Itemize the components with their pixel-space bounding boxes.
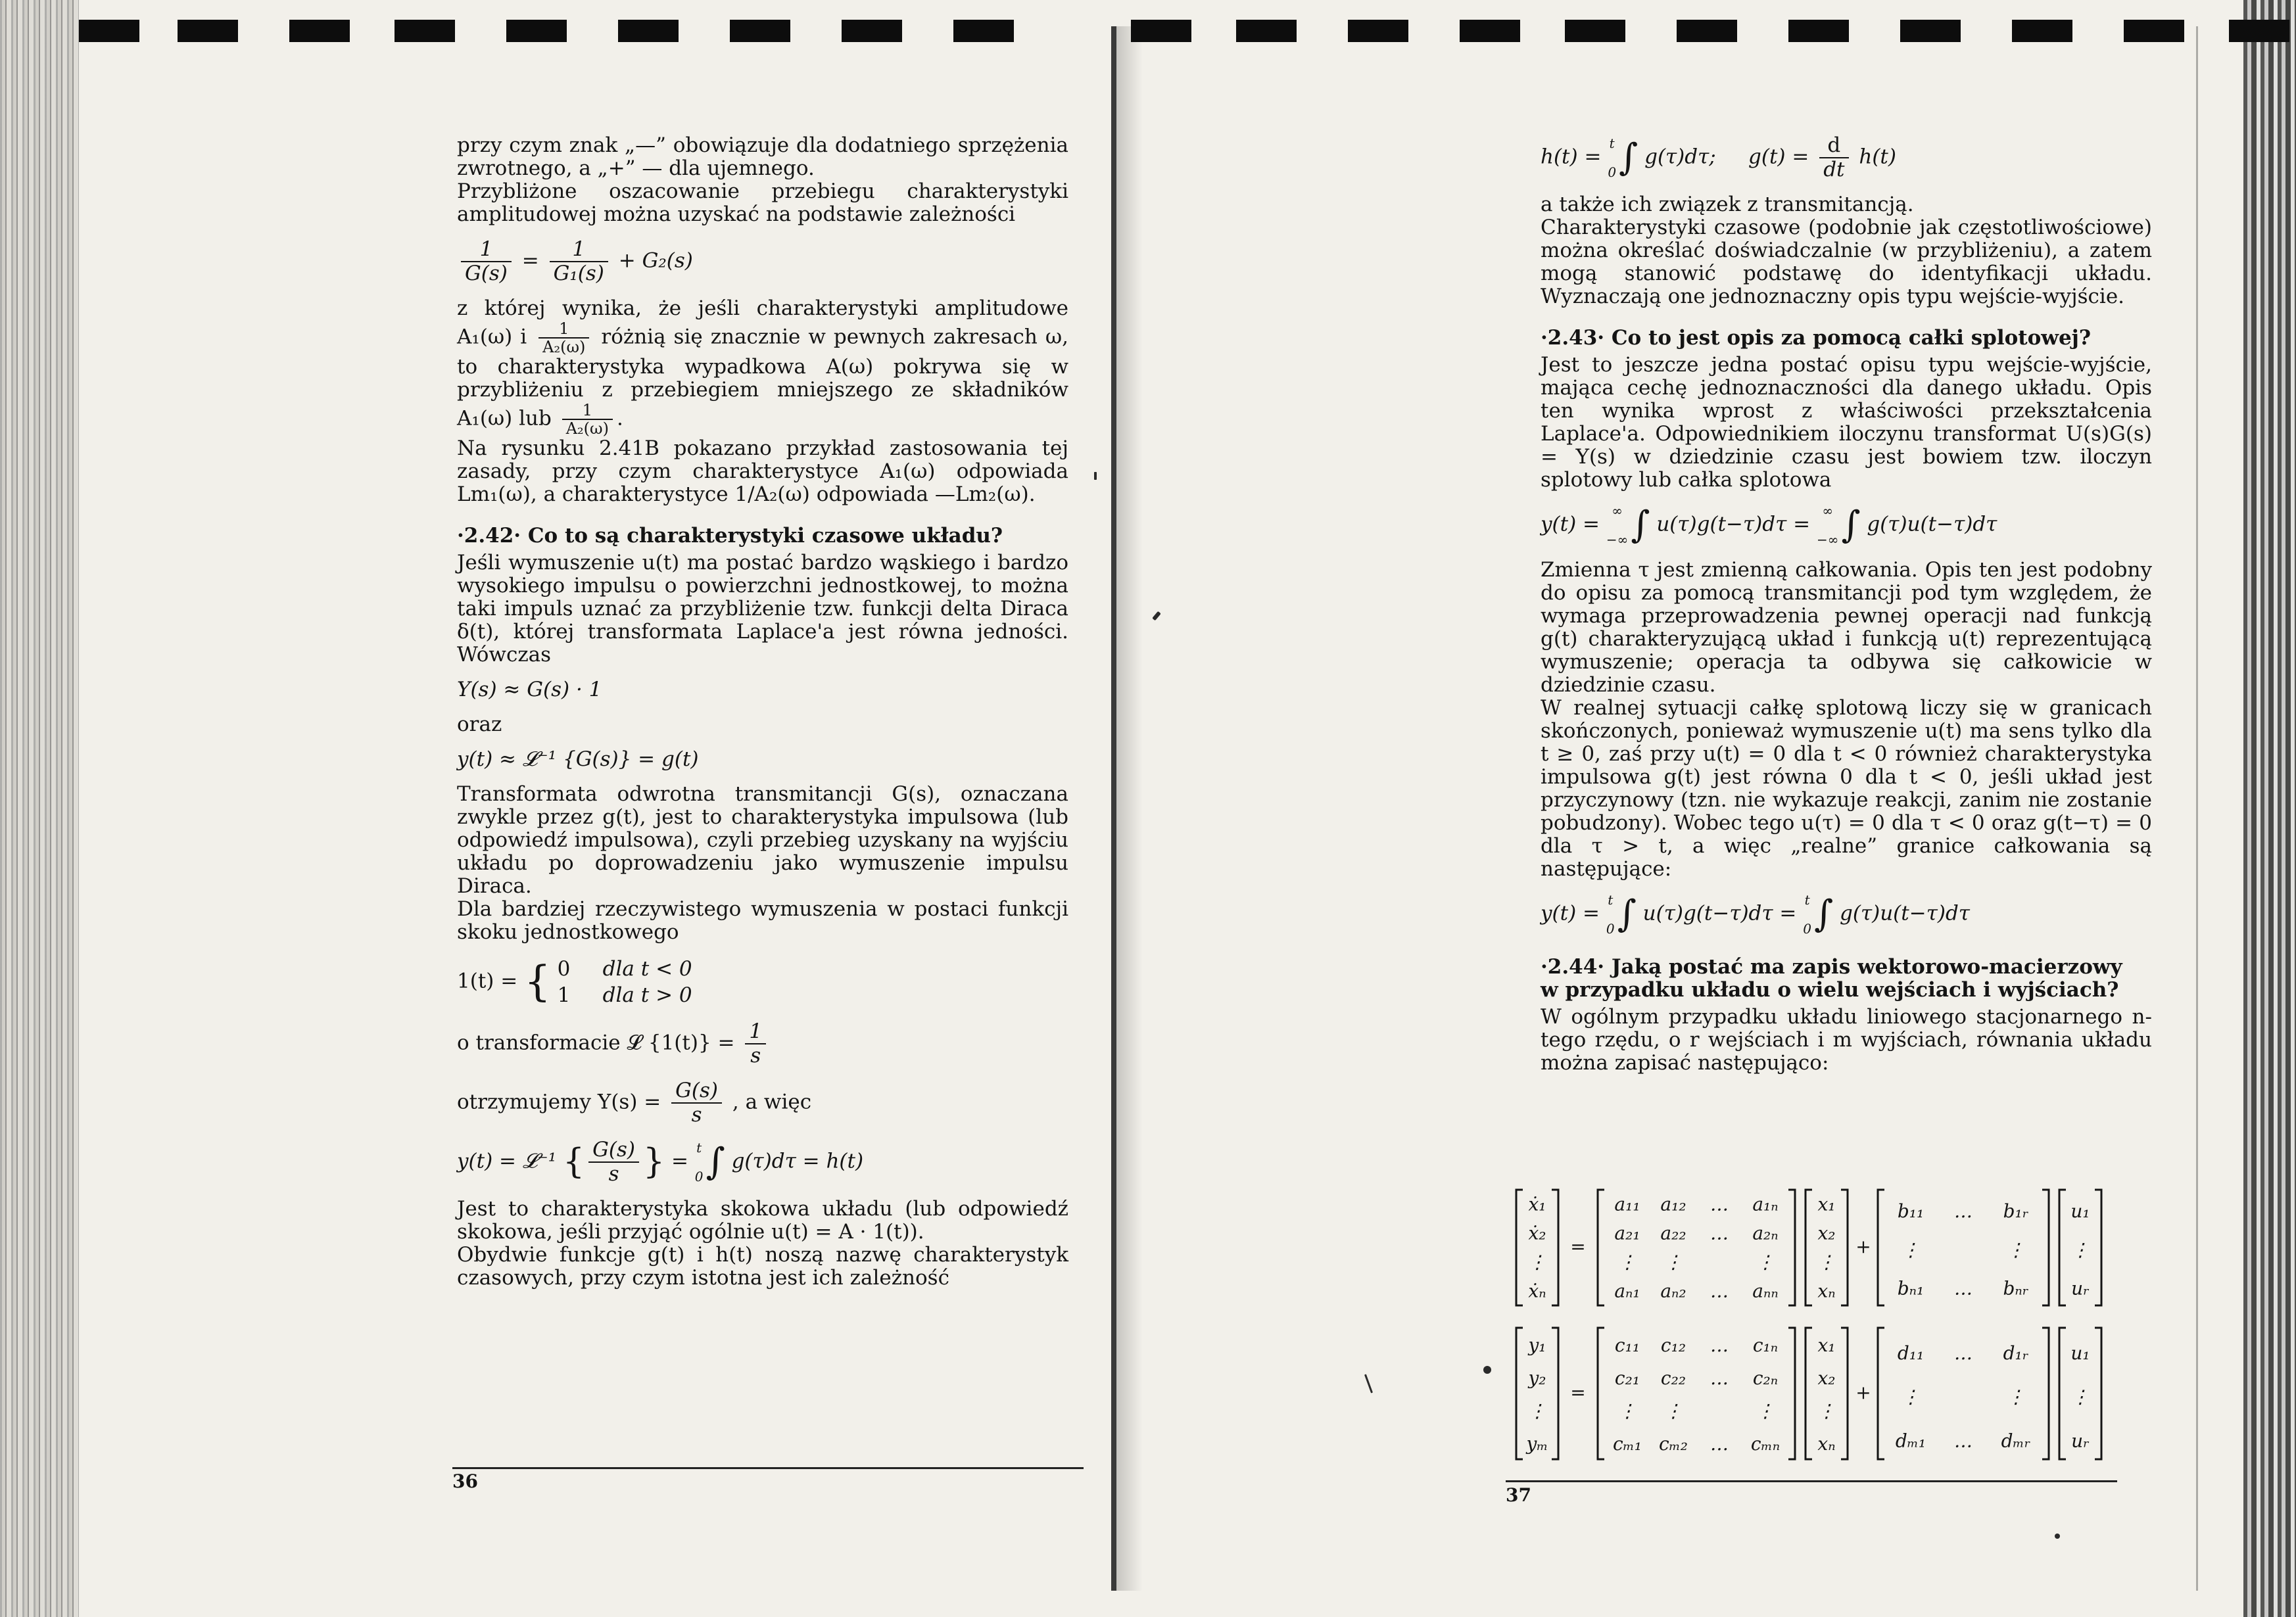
matrix-entry: ⋮: [1618, 1400, 1637, 1422]
matrix-bracket: [1788, 1190, 1795, 1305]
matrix-bracket: [2095, 1328, 2101, 1459]
paragraph: Zmienna τ jest zmienną całkowania. Opis ten jest podobny do opisu za pomocą transmitancji pod tym względem, że wymaga przeprowadzenia pewnej operacji nad funkcją g(t) charakteryzującą układ i funkcją u(t) reprezentującą wymuszenie; operacja ta odbywa się całkowicie w dziedzinie czasu.: [1541, 558, 2152, 697]
matrix-entry: aₙ₂: [1660, 1280, 1686, 1302]
matrix-entry: dₘᵣ: [2001, 1430, 2031, 1452]
matrix-entry: c₁ₙ: [1752, 1334, 1779, 1356]
equation-convolution-infinite: y(t) = ∞ −∞∫ u(τ)g(t−τ)dτ = ∞ −∞∫ g(τ)u(t−τ)dτ: [1541, 503, 1997, 548]
input-vector-entry: uᵣ: [2071, 1277, 2090, 1300]
plus-sign: +: [1855, 1382, 1871, 1403]
matrix-entry: aₙ₁: [1614, 1280, 1640, 1302]
matrix-entry: …: [1710, 1334, 1729, 1356]
matrix-entry: c₂ₙ: [1752, 1367, 1779, 1389]
matrix-entry: b₁ᵣ: [2003, 1200, 2029, 1223]
output-equation-svg: [1510, 1321, 2154, 1472]
scan-speck: [1094, 472, 1097, 480]
lhs-vector-entry: y₂: [1528, 1367, 1546, 1389]
perforation-mark: [2229, 20, 2289, 42]
footer-rule: [1506, 1480, 2117, 1482]
section-question-2-43: ·2.43· Co to jest opis za pomocą całki splotowej?: [1541, 326, 2092, 350]
scan-edge-right: [2243, 0, 2296, 1617]
equation-step-transform: o transformacie 𝓛 {1(t)} = $\frac{1}{s}$: [457, 1020, 1068, 1067]
page-number: 36: [452, 1470, 478, 1492]
section-question-2-42: ·2.42· Co to są charakterystyki czasowe układu?: [457, 524, 1003, 548]
input-vector-entry: uᵣ: [2071, 1430, 2090, 1452]
equation-step-response-transform: otrzymujemy Y(s) = $\frac{G(s)}{s}$ , a więc: [457, 1079, 812, 1127]
equation-convolution-finite: y(t) = t 0∫ u(τ)g(t−τ)dτ = t 0∫ g(τ)u(t−τ)dτ: [1541, 892, 1970, 937]
paragraph: Transformata odwrotna transmitancji G(s), oznaczana zwykle przez g(t), jest to charakterystyka impulsowa (lub odpowiedź impulsowa), czyli przebieg uzyskany na wyjściu układu po doprowadzeniu jako wymuszenie impulsu Diraca.: [457, 782, 1068, 898]
paragraph: Dla bardziej rzeczywistego wymuszenia w postaci funkcji skoku jednostkowego: [457, 897, 1068, 944]
lhs-vector-entry: ẋ₂: [1528, 1222, 1546, 1244]
matrix-entry: d₁₁: [1897, 1342, 1925, 1364]
state-vector-entry: x₂: [1817, 1222, 1836, 1244]
paragraph: z której wynika, że jeśli charakterystyki amplitudowe A₁(ω) i $\frac{1}{\text{A₂(ω)}}$ różnią się znacznie w pewnych zakresach ω, to charakterystyka wypadkowa A(ω) pokrywa się w przybliżeniu z przebiegiem mniejszego ze składników A₁(ω) lub $\frac{1}{\text{A₂(ω)}}$ .: [457, 296, 1068, 438]
matrix-bracket: [2059, 1190, 2066, 1305]
state-vector-entry: x₂: [1817, 1367, 1836, 1389]
matrix-entry: bₙ₁: [1897, 1277, 1925, 1300]
matrix-bracket: [1552, 1190, 1558, 1305]
equation-inverse-laplace: y(t) ≈ 𝓛⁻¹ {G(s)} = g(t): [457, 747, 699, 771]
matrix-entry: ⋮: [1901, 1386, 1920, 1408]
paragraph: Jeśli wymuszenie u(t) ma postać bardzo wąskiego i bardzo wysokiego impulsu o powierzchni jednostkowej, to można taki impuls uznać za przybliżenie tzw. funkcji delta Diraca δ(t), której transformata Laplace'a jest równa jedności. Wówczas: [457, 551, 1068, 667]
matrix-bracket: [1516, 1190, 1523, 1305]
matrix-bracket: [2095, 1190, 2101, 1305]
matrix-entry: a₂ₙ: [1752, 1222, 1779, 1244]
matrix-entry: ⋮: [1618, 1251, 1637, 1273]
input-vector-entry: ⋮: [2071, 1386, 2090, 1408]
state-vector-entry: ⋮: [1817, 1400, 1836, 1422]
matrix-bracket: [1878, 1328, 1884, 1459]
matrix-entry: …: [1710, 1367, 1729, 1389]
matrix-entry: a₁₁: [1614, 1193, 1640, 1215]
paragraph: Na rysunku 2.41B pokazano przykład zastosowania tej zasady, przy czym charakterystyce A₁(ω) odpowiada Lm₁(ω), a charakterystyce 1/A₂(ω) odpowiada —Lm₂(ω).: [457, 436, 1068, 506]
matrix-entry: aₙₙ: [1752, 1280, 1779, 1302]
matrix-entry: ⋮: [2007, 1386, 2025, 1408]
page-number: 37: [1506, 1484, 1531, 1506]
conjunction: oraz: [457, 713, 502, 736]
left-text-column: [457, 134, 1068, 1290]
state-vector-entry: ⋮: [1817, 1251, 1836, 1273]
right-text-column: [1541, 134, 2152, 1075]
scan-speck: [2055, 1534, 2060, 1539]
matrix-bracket: [1878, 1190, 1884, 1305]
matrix-entry: ⋮: [1756, 1400, 1775, 1422]
paragraph: Jest to jeszcze jedna postać opisu typu wejście-wyjście, mająca cechę jednoznaczności dla danego układu. Opis ten wynika wprost z właściwości przekształcenia Laplace'a. Odpowiednikiem iloczynu transformat U(s)G(s) = Y(s) w dziedzinie czasu jest bowiem tzw. iloczyn splotowy lub całka splotowa: [1541, 353, 2152, 492]
state-equation-svg: [1510, 1183, 2154, 1315]
input-vector-entry: u₁: [2070, 1342, 2090, 1364]
matrix-bracket: [1516, 1328, 1523, 1459]
matrix-entry: ⋮: [1756, 1251, 1775, 1273]
state-vector-entry: x₁: [1817, 1193, 1836, 1215]
matrix-entry: …: [1710, 1433, 1729, 1455]
matrix-entry: …: [1710, 1193, 1729, 1215]
lhs-vector-entry: yₘ: [1526, 1433, 1548, 1455]
state-vector-entry: x₁: [1817, 1334, 1836, 1356]
matrix-entry: b₁₁: [1897, 1200, 1925, 1223]
matrix-entry: cₘ₂: [1658, 1433, 1688, 1455]
paragraph: a także ich związek z transmitancją.: [1541, 193, 1914, 216]
matrix-entry: …: [1954, 1277, 1973, 1300]
paragraph: W realnej sytuacji całkę splotową liczy się w granicach skończonych, ponieważ wymuszenie u(t) ma sens tylko dla t ≥ 0, zaś przy u(t) = 0 dla t < 0 również charakterystyka impulsowa g(t) jest równa 0 dla t < 0, jeśli układ jest przyczynowy (tzn. nie wykazuje reakcji, zanim nie zostanie pobudzony). Wobec tego u(τ) = 0 dla τ < 0 oraz g(t−τ) = 0 dla τ > t, a więc „realne” granice całkowania są następujące:: [1541, 696, 2152, 881]
lhs-vector-entry: ẋₙ: [1528, 1280, 1546, 1302]
matrix-entry: a₁ₙ: [1752, 1193, 1779, 1215]
matrix-bracket: [1552, 1328, 1558, 1459]
matrix-entry: cₘₙ: [1750, 1433, 1781, 1455]
matrix-entry: ⋮: [2007, 1238, 2025, 1261]
paragraph: Charakterystyki czasowe (podobnie jak częstotliwościowe) można określać doświadczalnie (w przybliżeniu), a zatem mogą stanowić podstawę do identyfikacji układu. Wyznaczają one jednoznaczny opis typu wejście-wyjście.: [1541, 216, 2152, 308]
state-equation-matrix: [1510, 1183, 2154, 1315]
matrix-bracket: [1841, 1328, 1848, 1459]
equals-sign: =: [1570, 1236, 1586, 1257]
equals-sign: =: [1570, 1382, 1586, 1403]
lhs-vector-entry: ẋ₁: [1528, 1193, 1546, 1215]
paragraph: Obydwie funkcje g(t) i h(t) noszą nazwę charakterystyk czasowych, przy czym istotna jest ich zależność: [457, 1243, 1068, 1290]
matrix-entry: a₁₂: [1660, 1193, 1686, 1215]
matrix-entry: dₘ₁: [1895, 1430, 1926, 1452]
equation-step-response: y(t) = 𝓛⁻¹ { $\frac{G(s)}{s}$ } = t 0∫ g(τ)dτ = h(t): [457, 1138, 864, 1186]
matrix-bracket: [1841, 1190, 1848, 1305]
equation-impulse-transform: Y(s) ≈ G(s) · 1: [457, 678, 602, 701]
matrix-bracket: [2042, 1328, 2049, 1459]
matrix-bracket: [2042, 1190, 2049, 1305]
input-vector-entry: u₁: [2070, 1200, 2090, 1223]
paragraph: W ogólnym przypadku układu liniowego stacjonarnego n-tego rzędu, o r wejściach i m wyjściach, równania układu można zapisać następująco:: [1541, 1005, 2152, 1075]
matrix-entry: c₁₁: [1614, 1334, 1640, 1356]
input-vector-entry: ⋮: [2071, 1238, 2090, 1261]
equation-reciprocal-sum: $\frac{1}{G(s)}$ = $\frac{1}{\text{G₁(s)}}$ + G₂(s): [457, 238, 1068, 285]
matrix-bracket: [1806, 1328, 1812, 1459]
equation-unit-step: 1(t) = { 0 dla t < 0 1 dla t > 0: [457, 957, 692, 1007]
matrix-entry: bₙᵣ: [2003, 1277, 2029, 1300]
matrix-entry: ⋮: [1664, 1251, 1683, 1273]
matrix-entry: …: [1710, 1280, 1729, 1302]
page-36: [0, 0, 1111, 1617]
matrix-bracket: [1598, 1190, 1604, 1305]
scan-speck: [1483, 1366, 1491, 1374]
lhs-vector-entry: ⋮: [1528, 1251, 1546, 1273]
plus-sign: +: [1855, 1236, 1871, 1257]
matrix-entry: cₘ₁: [1612, 1433, 1642, 1455]
matrix-bracket: [1806, 1190, 1812, 1305]
matrix-entry: c₁₂: [1660, 1334, 1686, 1356]
footer-rule: [452, 1467, 1084, 1469]
matrix-entry: a₂₂: [1660, 1222, 1686, 1244]
book-gutter: [1111, 26, 1116, 1591]
equation-step-impulse-relation: h(t) = t 0∫ g(τ)dτ; g(t) = $\frac{d}{dt}$ h(t): [1541, 133, 1896, 181]
matrix-entry: …: [1954, 1430, 1973, 1452]
lhs-vector-entry: ⋮: [1528, 1400, 1546, 1422]
matrix-entry: c₂₂: [1660, 1367, 1686, 1389]
matrix-entry: ⋮: [1664, 1400, 1683, 1422]
output-equation-matrix: [1510, 1321, 2154, 1472]
lhs-vector-entry: y₁: [1528, 1334, 1546, 1356]
matrix-entry: …: [1954, 1200, 1973, 1223]
matrix-entry: c₂₁: [1614, 1367, 1640, 1389]
matrix-entry: ⋮: [1901, 1238, 1920, 1261]
section-question-2-44: ·2.44· Jaką postać ma zapis wektorowo-macierzowy w przypadku układu o wielu wejściach i wyjściach?: [1541, 955, 2122, 1002]
matrix-entry: …: [1954, 1342, 1973, 1364]
paragraph: przy czym znak „—” obowiązuje dla dodatniego sprzężenia zwrotnego, a „+” — dla ujemnego.: [457, 133, 1068, 180]
matrix-bracket: [1788, 1328, 1795, 1459]
state-vector-entry: xₙ: [1817, 1280, 1836, 1302]
matrix-bracket: [1598, 1328, 1604, 1459]
matrix-entry: …: [1710, 1222, 1729, 1244]
matrix-entry: a₂₁: [1614, 1222, 1640, 1244]
state-vector-entry: xₙ: [1817, 1433, 1836, 1455]
matrix-bracket: [2059, 1328, 2066, 1459]
paragraph: Jest to charakterystyka skokowa układu (lub odpowiedź skokowa, jeśli przyjąć ogólnie u(t) = A · 1(t)).: [457, 1197, 1068, 1244]
matrix-entry: d₁ᵣ: [2003, 1342, 2029, 1364]
paragraph: Przybliżone oszacowanie przebiegu charakterystyki amplitudowej można uzyskać na podstawie zależności: [457, 179, 1068, 226]
